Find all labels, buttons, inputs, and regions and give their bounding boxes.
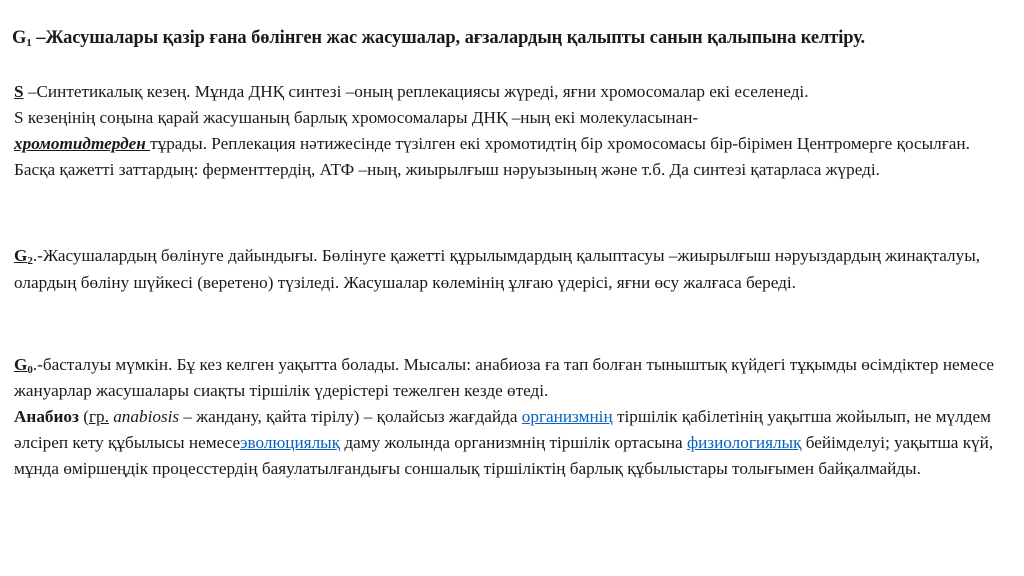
g1-label: $G_1$ [12,28,32,49]
g1-heading [12,28,1004,49]
anabiosis-paragraph: Анабиоз (гр. anabiosis – жандану, қайта тірілу) – қолайсыз жағдайда организмнің тіршілік қабілетінің уақытша жойылып, не мүлдем әлсіреп кету құбылысы немесеэволюциялық даму жолында организмнің тіршілік ортасына физиологиялық бейімделуі; уақытша күй, мұнда өміршеңдік процесстердің баяулатылғандығы соншалық тіршіліктің барлық құбылыстары толығымен байқалмайды. [14,407,994,478]
organism-link[interactable]: организмнің [521,407,613,426]
g1-text: –Жасушалары қазір ғана бөлінген жас жасушалар, ағзалардың қалыпты санын қалыпына келтіру. [31,28,866,48]
g2-section [14,242,1004,296]
s-label: S [14,82,24,101]
g0-section [14,352,1004,482]
g2-label: $G_2$ [14,246,33,267]
g2-text: .-Жасушалардың бөлінуге дайындығы. Бөлінуге қажетті құрылымдардың қалыптасуы –жиырылғыш нәруыздардың жинақталуы, олардың бөліну шүйкесі (веретено) түзіледі. Жасушалар көлемінің ұлғаю үдерісі, яғни өсу жалғаса береді. [14,246,981,292]
chromatid-term: хромотидтерден [14,134,151,153]
physiology-link[interactable]: физиологиялық [686,433,802,452]
s-line-1: S –Синтетикалық кезең. Мұнда ДНҚ синтезі –оның реплекациясы жүреді, яғни хромосомалар екі еселенеді. [14,82,809,101]
g0-label: $G_0$ [14,355,33,376]
s-paragraph: S кезеңінің соңына қарай жасушаның барлық хромосомалары ДНҚ –ның екі молекуласынан- хромотидтерден тұрады. Реплекация нәтижесінде түзілген екі хромотидтің бір хромосомасы бір-бірімен Центромерге қосылған. Басқа қажетті заттардың: ферменттердің, АТФ –ның, жиырылғыш нәруызының және т.б. Да синтезі қатарласа жүреді. [14,108,970,179]
s-phase-section [14,79,1004,183]
anabiosis-term: Анабиоз [14,407,79,426]
evolution-link[interactable]: эволюциялық [240,433,341,452]
latin-term: anabiosis [108,407,180,426]
g0-paragraph: $G_0$.-басталуы мүмкін. Бұ кез келген уақытта болады. Мысалы: анабиоза ға тап болған тыныштық күйдегі тұқымды өсімдіктер немесе жануарлар жасушалары сиақты тіршілік үдерістері тежелген кезде өтеді. [14,355,995,400]
greek-link[interactable]: гр. [88,407,109,426]
